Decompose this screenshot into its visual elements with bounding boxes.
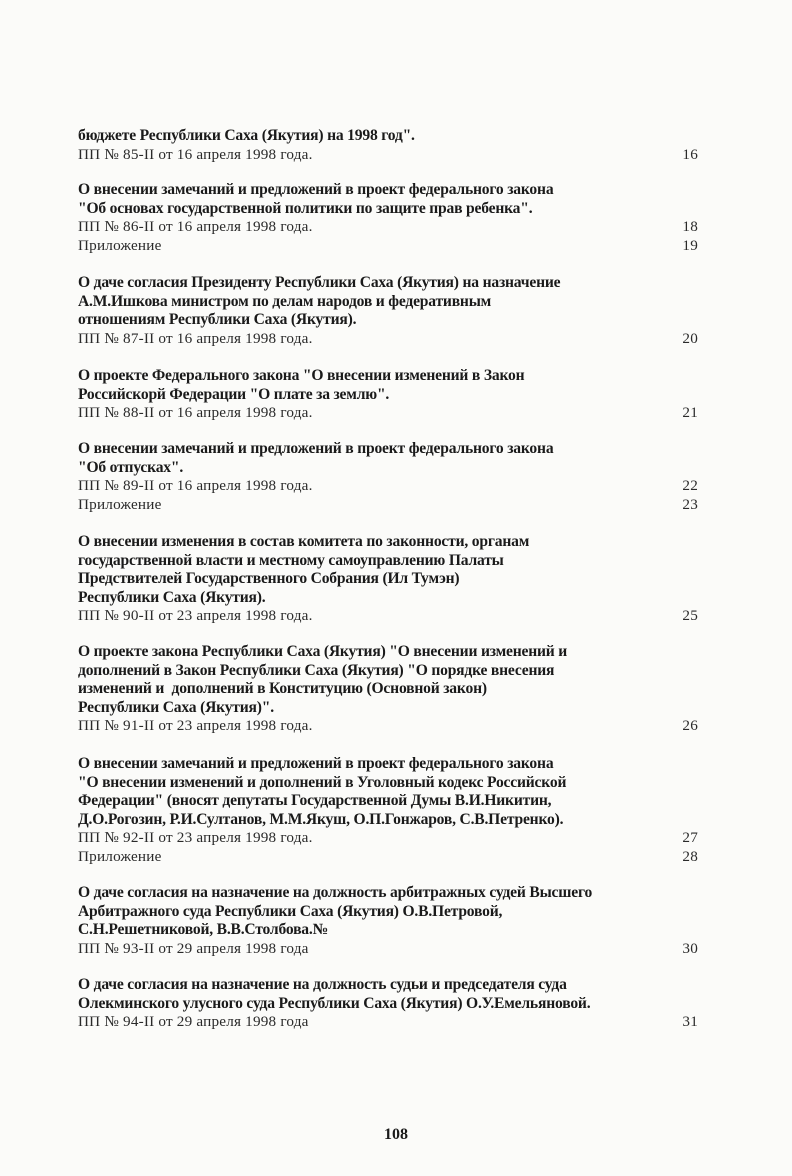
- page-ref: 21: [682, 404, 698, 422]
- entry-title-line: О даче согласия Президенту Республики Саха (Якутия) на назначение: [78, 274, 561, 291]
- entry-reference-row: [78, 848, 698, 867]
- entry-title-line: изменений и дополнений в Конституцию (Основной закон): [78, 680, 487, 698]
- entry-title-line: О проекте Федерального закона "О внесении изменений в Закон: [78, 367, 525, 384]
- page-ref: 16: [682, 145, 698, 163]
- reference-text: ПП № 92-II от 23 апреля 1998 года.: [78, 829, 313, 847]
- entry-title-line: Республики Саха (Якутия)".: [78, 698, 274, 716]
- toc-entry: [78, 533, 698, 626]
- entry-title-line: О внесении замечаний и предложений в проект федерального закона: [78, 181, 554, 198]
- toc-entry: [78, 367, 698, 423]
- reference-text: ПП № 93-II от 29 апреля 1998 года: [78, 939, 309, 957]
- page-ref: 25: [682, 607, 698, 625]
- toc-entry: [78, 755, 698, 867]
- entry-reference-row: [78, 237, 698, 256]
- reference-text: ПП № 88-II от 16 апреля 1998 года.: [78, 404, 313, 422]
- entry-title-line: "Об отпусках".: [78, 458, 184, 476]
- entry-reference-row: [78, 404, 698, 423]
- reference-text: ПП № 86-II от 16 апреля 1998 года.: [78, 218, 313, 236]
- page-number: 108: [384, 1126, 408, 1143]
- entry-title-line: Предствителей Государственного Собрания (Ил Тумэн): [78, 570, 460, 588]
- entry-reference-row: [78, 218, 698, 237]
- entry-title-line: "Об основах государственной политики по защите прав ребенка".: [78, 199, 533, 217]
- reference-text: ПП № 91-II от 23 апреля 1998 года.: [78, 717, 313, 735]
- page-ref: 28: [682, 847, 698, 865]
- entry-title-line: А.М.Ишкова министром по делам народов и федеративным: [78, 292, 492, 310]
- reference-text: ПП № 87-II от 16 апреля 1998 года.: [78, 329, 313, 347]
- reference-text: ПП № 89-II от 16 апреля 1998 года.: [78, 477, 313, 495]
- entry-title-line: Российскорй Федерации "О плате за землю".: [78, 385, 390, 403]
- entry-title-line: Арбитражного суда Республики Саха (Якутия) О.В.Петровой,: [78, 902, 503, 920]
- toc-entry: [78, 127, 698, 164]
- entry-reference-row: [78, 607, 698, 626]
- entry-title-line: О внесении изменения в состав комитета по законности, органам: [78, 533, 530, 550]
- entry-reference-row: [78, 829, 698, 848]
- toc-entry: [78, 884, 698, 958]
- entry-reference-row: [78, 146, 698, 165]
- reference-text: Приложение: [78, 495, 162, 513]
- entry-title-line: Республики Саха (Якутия).: [78, 588, 266, 606]
- entry-title-line: О даче согласия на назначение на должность судьи и председателя суда: [78, 976, 567, 993]
- entry-reference-row: [78, 717, 698, 736]
- entry-title-line: О проекте закона Республики Саха (Якутия) "О внесении изменений и: [78, 643, 568, 660]
- page-ref: 22: [682, 477, 698, 495]
- entry-reference-row: [78, 940, 698, 959]
- page-ref: 19: [682, 236, 698, 254]
- page-ref: 20: [682, 329, 698, 347]
- entry-title-line: О внесении замечаний и предложений в проект федерального закона: [78, 440, 554, 457]
- entry-title-line: отношениям Республики Саха (Якутия).: [78, 311, 357, 329]
- page-ref: 18: [682, 218, 698, 236]
- entry-title-line: С.Н.Решетниковой, В.В.Столбова.№: [78, 921, 329, 939]
- entry-title-line: О внесении замечаний и предложений в проект федерального закона: [78, 755, 554, 772]
- entry-title-line: бюджете Республики Саха (Якутия) на 1998 год".: [78, 127, 415, 144]
- page-ref: 26: [682, 717, 698, 735]
- entry-title-line: дополнений в Закон Республики Саха (Якутия) "О порядке внесения: [78, 661, 555, 679]
- entry-reference-row: [78, 477, 698, 496]
- entry-title-line: О даче согласия на назначение на должность арбитражных судей Высшего: [78, 884, 593, 901]
- reference-text: ПП № 85-II от 16 апреля 1998 года.: [78, 145, 313, 163]
- toc-entry: [78, 976, 698, 1032]
- toc-entry: [78, 274, 698, 348]
- page-ref: 27: [682, 829, 698, 847]
- entry-reference-row: [78, 1013, 698, 1032]
- entry-title-line: "О внесении изменений и дополнений в Уголовный кодекс Российской: [78, 773, 567, 791]
- page-ref: 23: [682, 495, 698, 513]
- toc-entry: [78, 181, 698, 255]
- reference-text: ПП № 90-II от 23 апреля 1998 года.: [78, 607, 313, 625]
- toc-entry: [78, 440, 698, 514]
- reference-text: ПП № 94-II от 29 апреля 1998 года: [78, 1013, 309, 1031]
- entry-title-line: Олекминского улусного суда Республики Саха (Якутия) О.У.Емельяновой.: [78, 994, 591, 1012]
- entry-reference-row: [78, 496, 698, 515]
- entry-title-line: Д.О.Рогозин, Р.И.Султанов, М.М.Якуш, О.П.Гонжаров, С.В.Петренко).: [78, 810, 564, 828]
- entry-reference-row: [78, 330, 698, 349]
- page-ref: 31: [682, 1013, 698, 1031]
- reference-text: Приложение: [78, 236, 162, 254]
- page-ref: 30: [682, 939, 698, 957]
- entry-title-line: Федерации" (вносят депутаты Государственной Думы В.И.Никитин,: [78, 792, 552, 810]
- entry-title-line: государственной власти и местному самоуправлению Палаты: [78, 551, 504, 569]
- toc-entry: [78, 643, 698, 736]
- reference-text: Приложение: [78, 847, 162, 865]
